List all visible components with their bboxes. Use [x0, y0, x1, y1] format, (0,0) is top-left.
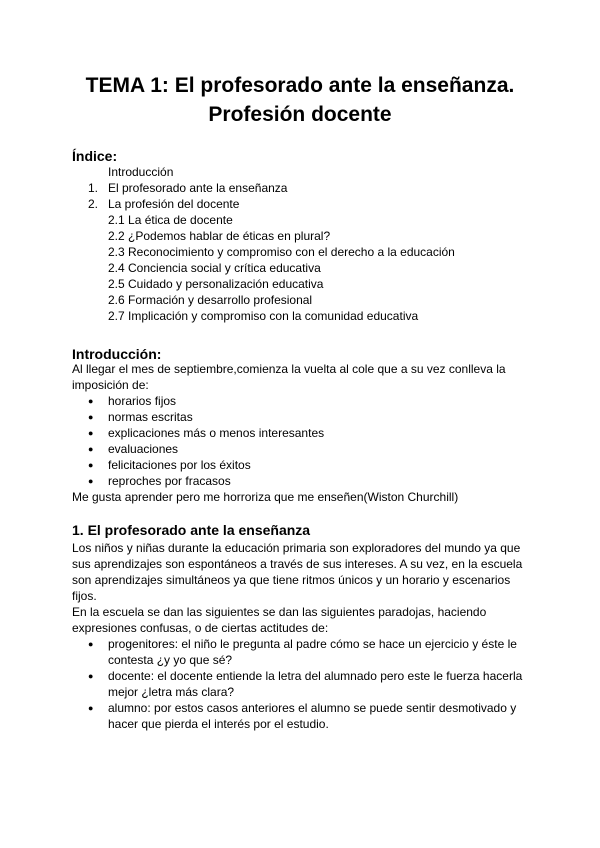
index-item-2: La profesión del docente: [108, 197, 240, 211]
bullet-icon: ●: [88, 428, 94, 438]
intro-bullet: evaluaciones: [108, 442, 179, 456]
bullet-icon: ●: [88, 444, 94, 454]
bullet-icon: ●: [88, 671, 94, 681]
section-1-bullet: alumno: por estos casos anteriores el alumno se puede sentir desmotivado y hacer que pierda el interés por el estudio.: [108, 701, 517, 731]
index-subitem: 2.3 Reconocimiento y compromiso con el derecho a la educación: [108, 245, 455, 259]
intro-heading: Introducción:: [72, 346, 162, 362]
index-intro: Introducción: [108, 165, 174, 179]
intro-bullet: felicitaciones por los éxitos: [108, 458, 251, 472]
title-line-2: Profesión docente: [208, 103, 392, 126]
title-line-1: TEMA 1: El profesorado ante la enseñanza.: [85, 74, 515, 97]
index-subitem: 2.5 Cuidado y personalización educativa: [108, 277, 324, 291]
section-1-bullet: progenitores: el niño le pregunta al padre cómo se hace un ejercicio y éste le contesta ¿y yo que sé?: [108, 637, 517, 667]
bullet-icon: ●: [88, 476, 94, 486]
section-1-heading: 1. El profesorado ante la enseñanza: [72, 522, 311, 538]
index-item-1-number: 1.: [88, 181, 99, 195]
index-subitem: 2.1 La ética de docente: [108, 213, 233, 227]
index-subitem: 2.7 Implicación y compromiso con la comunidad educativa: [108, 309, 419, 323]
index-subitem: 2.6 Formación y desarrollo profesional: [108, 293, 313, 307]
index-subitem: 2.4 Conciencia social y crítica educativa: [108, 261, 321, 275]
intro-quote: Me gusta aprender pero me horroriza que me enseñen(Wiston Churchill): [72, 490, 459, 504]
section-1-bullet: docente: el docente entiende la letra del alumnado pero este le fuerza hacerla mejor ¿letra más clara?: [108, 669, 523, 699]
intro-bullet: normas escritas: [108, 410, 193, 424]
intro-bullet: horarios fijos: [108, 394, 177, 408]
section-1-paragraph-2: En la escuela se dan las siguientes se dan las siguientes paradojas, haciendo expresiones confusas, o de ciertas actitudes de:: [72, 605, 487, 635]
intro-bullet: explicaciones más o menos interesantes: [108, 426, 325, 440]
section-1-paragraph-1: Los niños y niñas durante la educación primaria son exploradores del mundo ya que sus aprendizajes son espontáneos a través de sus intereses. A su vez, en la escuela son aprendizajes simultáneos ya que tiene ritmos únicos y un horario y escenarios fijos.: [72, 541, 523, 603]
index-subitem: 2.2 ¿Podemos hablar de éticas en plural?: [108, 229, 331, 243]
bullet-icon: ●: [88, 412, 94, 422]
bullet-icon: ●: [88, 396, 94, 406]
intro-bullet: reproches por fracasos: [108, 474, 231, 488]
index-heading: Índice:: [72, 148, 118, 164]
bullet-icon: ●: [88, 460, 94, 470]
intro-text-line-1: Al llegar el mes de septiembre,comienza la vuelta al cole que a su vez conlleva la: [72, 362, 506, 376]
index-item-2-number: 2.: [88, 197, 99, 211]
bullet-icon: ●: [88, 703, 94, 713]
intro-text-line-2: imposición de:: [72, 378, 149, 392]
bullet-icon: ●: [88, 639, 94, 649]
index-item-1: El profesorado ante la enseñanza: [108, 181, 288, 195]
